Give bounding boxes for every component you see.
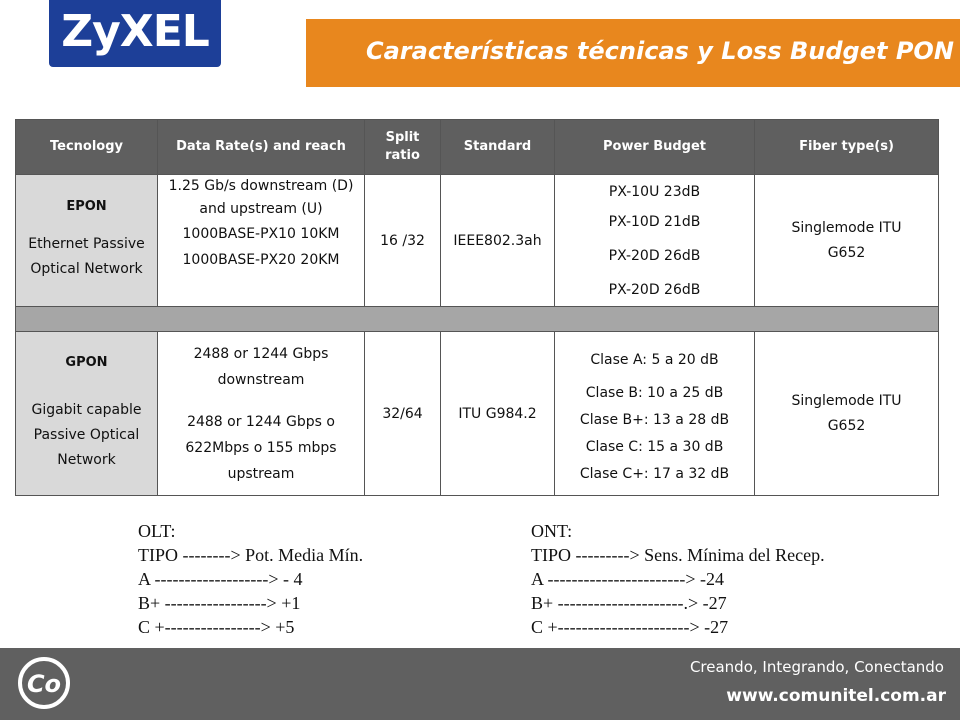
- gpon-split-cell: 32/64: [365, 332, 441, 496]
- ont-notes: [531, 519, 825, 639]
- epon-budget-cell: [555, 175, 755, 307]
- gpon-full-name: Gigabit capable Passive Optical Network: [31, 401, 142, 468]
- ont-note-line: C +----------------------> -27: [531, 617, 729, 637]
- ont-note-line: A -----------------------> -24: [531, 569, 725, 589]
- gpon-abbr: GPON: [65, 354, 108, 370]
- gpon-rate-line: 2488 or 1244 Gbps downstream: [193, 345, 329, 388]
- header-data-rate: Data Rate(s) and reach: [158, 120, 365, 175]
- table-separator-row: [16, 307, 939, 332]
- epon-rate-cell: [158, 175, 365, 307]
- ont-note-line: TIPO ---------> Sens. Mínima del Recep.: [531, 545, 825, 565]
- zyxel-logo-text: ZyXEL: [61, 6, 209, 57]
- olt-notes: [138, 519, 363, 639]
- gpon-rate-line: 2488 or 1244 Gbps o 622Mbps o 155 mbps upstream: [185, 413, 337, 482]
- gpon-budget-item: Clase C: 15 a 30 dB: [585, 438, 724, 455]
- header-tecnology: Tecnology: [16, 120, 158, 175]
- footer-bar: [0, 648, 960, 720]
- epon-name-cell: [16, 175, 158, 307]
- epon-fiber-cell: Singlemode ITU G652: [755, 175, 939, 307]
- gpon-fiber-cell: Singlemode ITU G652: [755, 332, 939, 496]
- footer-tagline: Creando, Integrando, Conectando: [689, 658, 944, 676]
- footer-url: www.comunitel.com.ar: [726, 686, 946, 706]
- header-standard: Standard: [441, 120, 555, 175]
- olt-note-line: TIPO --------> Pot. Media Mín.: [138, 545, 364, 565]
- gpon-rate-cell: [158, 332, 365, 496]
- header-split-ratio: Split ratio: [365, 120, 441, 175]
- ont-note-line: ONT:: [531, 521, 573, 541]
- header-fiber-type: Fiber type(s): [755, 120, 939, 175]
- epon-budget-item: PX-10U 23dB: [608, 183, 701, 200]
- gpon-budget-item: Clase B+: 13 a 28 dB: [579, 411, 730, 428]
- epon-budget-item: PX-10D 21dB: [608, 213, 701, 230]
- epon-budget-item: PX-20D 26dB: [608, 247, 701, 264]
- olt-note-line: OLT:: [138, 521, 176, 541]
- gpon-budget-item: Clase A: 5 a 20 dB: [590, 351, 719, 368]
- table-header-row: [16, 120, 939, 175]
- epon-budget-item: PX-20D 26dB: [608, 281, 701, 298]
- gpon-budget-item: Clase C+: 17 a 32 dB: [579, 465, 730, 482]
- ont-note-line: B+ ---------------------.> -27: [531, 593, 727, 613]
- epon-abbr: EPON: [66, 199, 107, 214]
- header-power-budget: Power Budget: [555, 120, 755, 175]
- epon-full-name: Ethernet Passive Optical Network: [28, 236, 145, 277]
- epon-standard-cell: IEEE802.3ah: [441, 175, 555, 307]
- epon-rate-line: 1000BASE-PX20 20KM: [182, 252, 340, 268]
- separator-cell: [16, 307, 939, 332]
- page-title: Características técnicas y Loss Budget PON: [366, 37, 954, 65]
- spec-table: [15, 119, 939, 496]
- gpon-budget-item: Clase B: 10 a 25 dB: [585, 384, 724, 401]
- gpon-budget-cell: [555, 332, 755, 496]
- title-bar: [306, 19, 960, 87]
- olt-note-line: A -------------------> - 4: [138, 569, 303, 589]
- gpon-name-cell: [16, 332, 158, 496]
- epon-rate-line: 1.25 Gb/s downstream (D) and upstream (U): [168, 178, 354, 217]
- comunitel-logo-text: Co: [26, 670, 62, 698]
- table-row-gpon: [16, 332, 939, 496]
- olt-note-line: C +----------------> +5: [138, 617, 295, 637]
- comunitel-logo-icon: [15, 656, 73, 710]
- epon-rate-line: 1000BASE-PX10 10KM: [182, 226, 340, 242]
- zyxel-logo: [49, 0, 221, 67]
- olt-note-line: B+ -----------------> +1: [138, 593, 301, 613]
- epon-split-cell: 16 /32: [365, 175, 441, 307]
- gpon-standard-cell: ITU G984.2: [441, 332, 555, 496]
- table-row-epon: [16, 175, 939, 307]
